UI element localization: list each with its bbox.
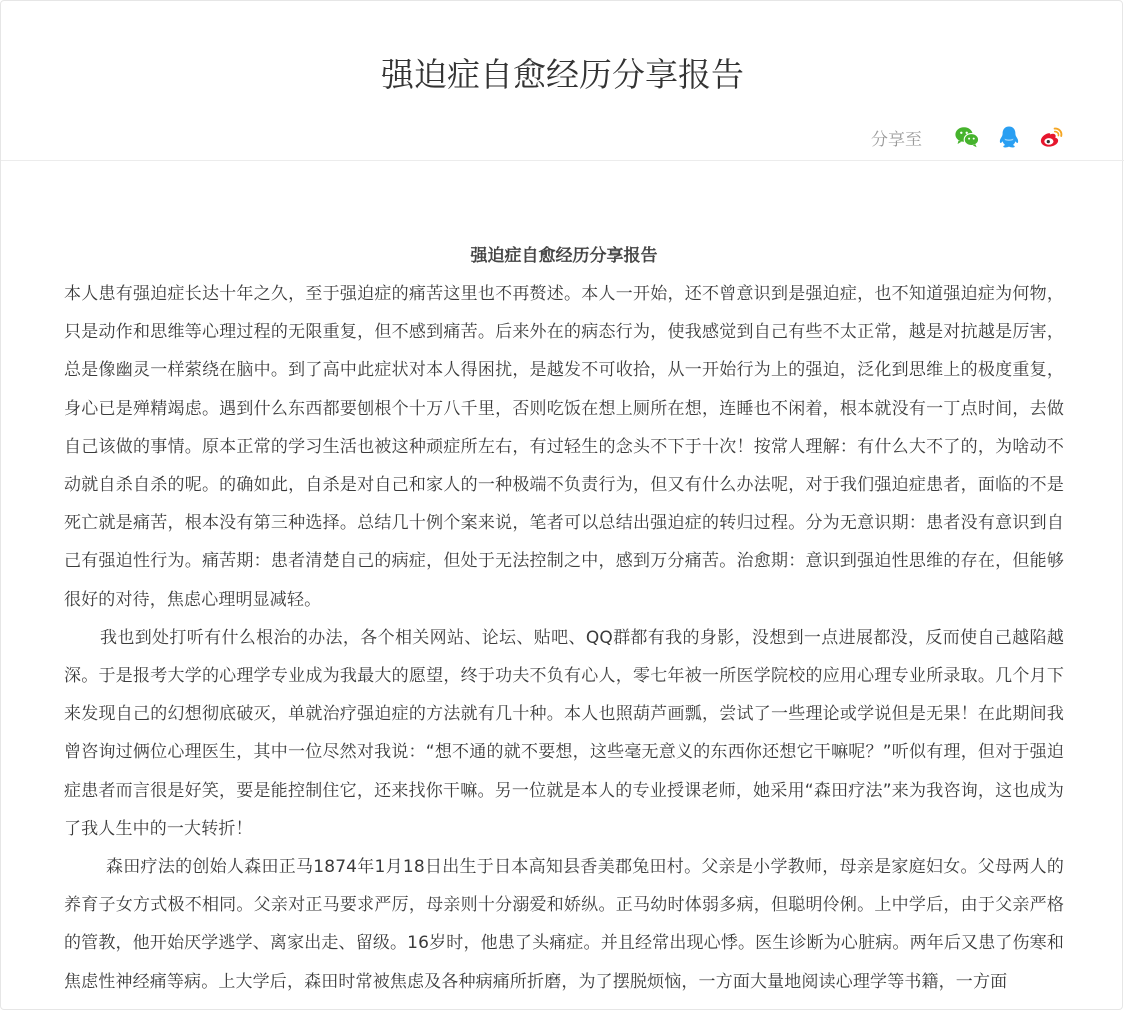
qq-icon[interactable] [996, 124, 1022, 150]
article-paragraph: 本人患有强迫症长达十年之久，至于强迫症的痛苦这里也不再赘述。本人一开始，还不曾意识到是强迫症，也不知道强迫症为何物，只是动作和思维等心理过程的无限重复，但不感到痛苦。后来外在的病态行为，使我感觉到自己有些不太正常，越是对抗越是厉害，总是像幽灵一样萦绕在脑中。到了高中此症状对本人得困扰，是越发不可收拾，从一开始行为上的强迫，泛化到思维上的极度重复，身心已是殚精竭虑。遇到什么东西都要刨根个十万八千里，否则吃饭在想上厕所在想，连睡也不闲着，根本就没有一丁点时间，去做自己该做的事情。原本正常的学习生活也被这种顽症所左右，有过轻生的念头不下于十次！按常人理解：有什么大不了的，为啥动不动就自杀自杀的呢。的确如此，自杀是对自己和家人的一种极端不负责行为，但又有什么办法呢，对于我们强迫症患者，面临的不是死亡就是痛苦，根本没有第三种选择。总结几十例个案来说，笔者可以总结出强迫症的转归过程。分为无意识期：患者没有意识到自己有强迫性行为。痛苦期：患者清楚自己的病症，但处于无法控制之中，感到万分痛苦。治愈期：意识到强迫性思维的存在，但能够很好的对待，焦虑心理明显减轻。 [64, 284, 1064, 610]
weibo-icon[interactable] [1038, 124, 1064, 150]
article-body [64, 237, 1064, 1001]
page-title: 强迫症自愈经历分享报告 [381, 55, 744, 94]
article-paragraph: 我也到处打听有什么根治的办法，各个相关网站、论坛、贴吧、QQ群都有我的身影，没想到一点进展都没，反而使自己越陷越深。于是报考大学的心理学专业成为我最大的愿望，终于功夫不负有心人，零七年被一所医学院校的应用心理专业所录取。几个月下来发现自己的幻想彻底破灭，单就治疗强迫症的方法就有几十种。本人也照葫芦画瓢，尝试了一些理论或学说但是无果！在此期间我曾咨询过俩位心理医生，其中一位尽然对我说：“想不通的就不要想，这些毫无意义的东西你还想它干嘛呢？”听似有理，但对于强迫症患者而言很是好笑，要是能控制住它，还来找你干嘛。另一位就是本人的专业授课老师，她采用“森田疗法”来为我咨询，这也成为了我人生中的一大转折！ [64, 627, 1064, 839]
wechat-icon[interactable] [954, 124, 980, 150]
share-bar [871, 121, 1064, 153]
article-header [1, 1, 1124, 161]
article-heading: 强迫症自愈经历分享报告 [470, 246, 658, 266]
share-label: 分享至 [871, 129, 922, 150]
article-paragraph: 森田疗法的创始人森田正马1874年1月18日出生于日本高知县香美郡兔田村。父亲是小学教师，母亲是家庭妇女。父母两人的养育子女方式极不相同。父亲对正马要求严厉，母亲则十分溺爱和娇纵。正马幼时体弱多病，但聪明伶俐。上中学后，由于父亲严格的管教，他开始厌学逃学、离家出走、留级。16岁时，他患了头痛症。并且经常出现心悸。医生诊断为心脏病。两年后又患了伤寒和焦虑性神经痛等病。上大学后，森田时常被焦虑及各种病痛所折磨，为了摆脱烦恼，一方面大量地阅读心理学等书籍，一方面 [64, 857, 1064, 992]
